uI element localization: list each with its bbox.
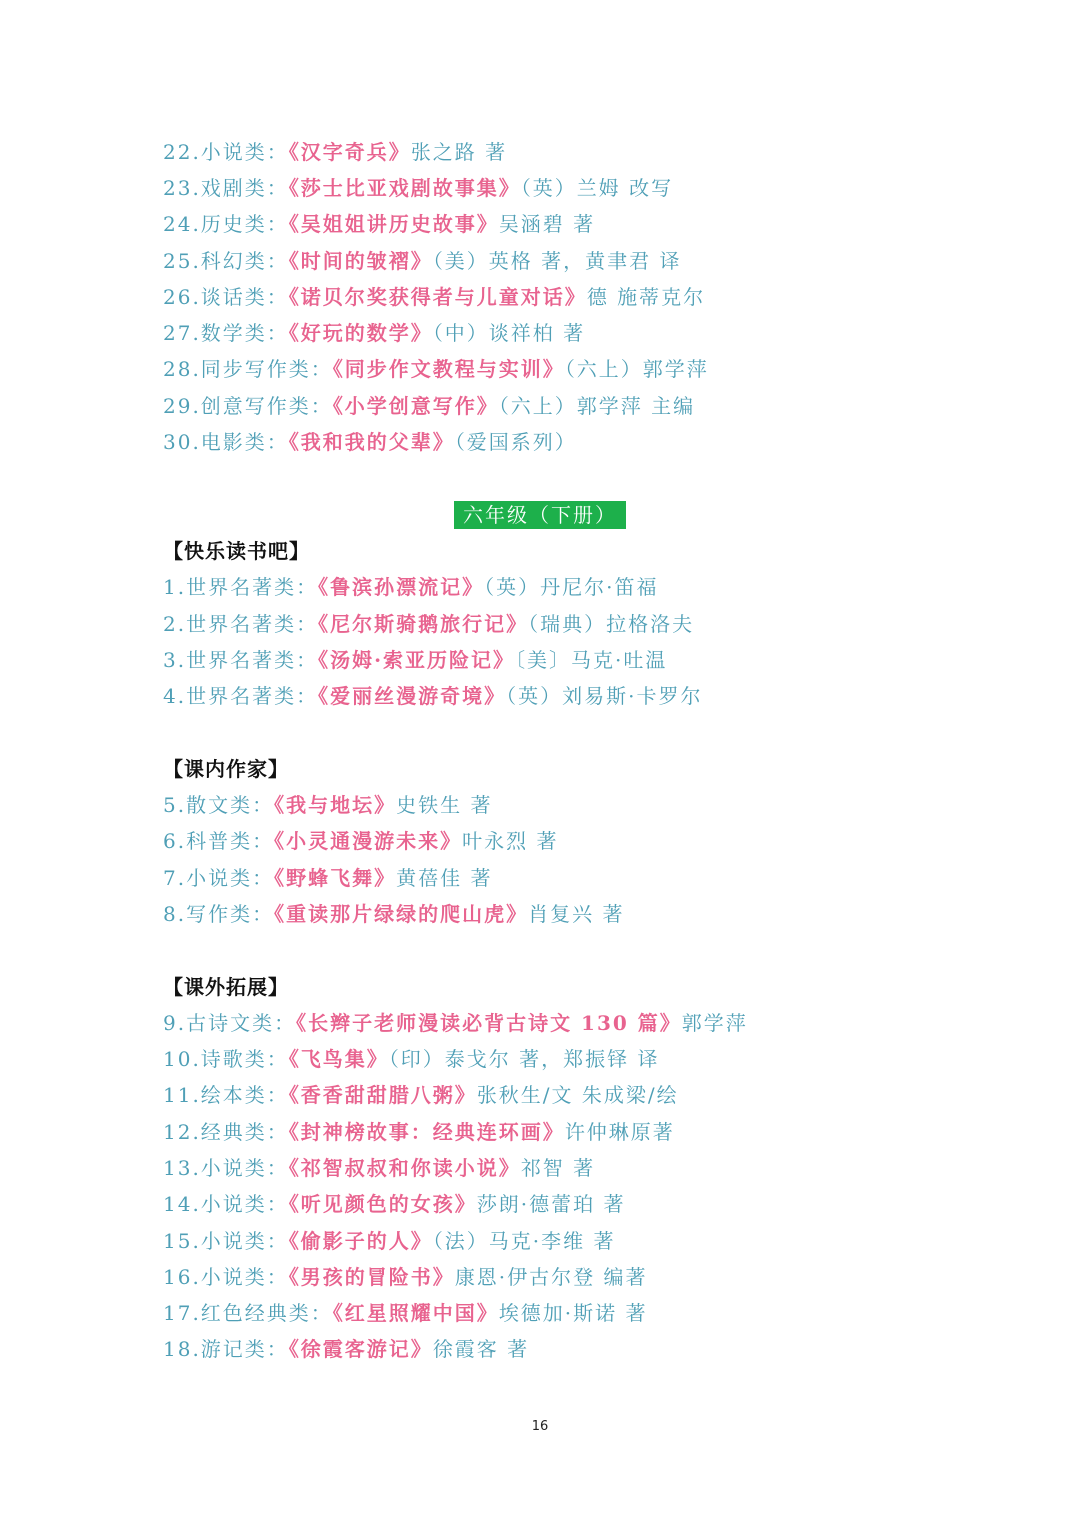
list-item: 12.经典类：《封神榜故事：经典连环画》许仲琳原著 xyxy=(163,1120,675,1144)
list-item: 6.科普类：《小灵通漫游未来》叶永烈 著 xyxy=(163,829,559,853)
list-item: 13.小说类：《祁智叔叔和你读小说》祁智 著 xyxy=(163,1156,596,1180)
grade-banner: 六年级（下册） xyxy=(454,501,626,529)
list-item: 15.小说类：《偷影子的人》（法）马克·李维 著 xyxy=(163,1229,616,1253)
list-item: 18.游记类：《徐霞客游记》徐霞客 著 xyxy=(163,1337,530,1361)
page-number: 16 xyxy=(531,1419,549,1434)
section-heading: 【快乐读书吧】 xyxy=(163,539,310,563)
list-item: 24.历史类：《吴姐姐讲历史故事》吴涵碧 著 xyxy=(163,212,596,236)
list-item: 5.散文类：《我与地坛》史铁生 著 xyxy=(163,793,493,817)
list-item: 3.世界名著类：《汤姆·索亚历险记》〔美〕马克·吐温 xyxy=(163,648,668,672)
list-item: 17.红色经典类：《红星照耀中国》埃德加·斯诺 著 xyxy=(163,1301,648,1325)
list-item: 2.世界名著类：《尼尔斯骑鹅旅行记》（瑞典）拉格洛夫 xyxy=(163,612,695,636)
list-item: 27.数学类：《好玩的数学》（中）谈祥柏 著 xyxy=(163,321,586,345)
list-item: 23.戏剧类：《莎士比亚戏剧故事集》（英）兰姆 改写 xyxy=(163,176,674,200)
list-item: 28.同步写作类：《同步作文教程与实训》（六上）郭学萍 xyxy=(163,357,709,381)
list-item: 10.诗歌类：《飞鸟集》（印）泰戈尔 著，郑振铎 译 xyxy=(163,1047,660,1071)
list-item: 30.电影类：《我和我的父辈》（爱国系列） xyxy=(163,430,577,454)
list-item: 26.谈话类：《诺贝尔奖获得者与儿童对话》德 施蒂克尔 xyxy=(163,285,706,309)
list-item: 8.写作类：《重读那片绿绿的爬山虎》肖复兴 著 xyxy=(163,902,625,926)
list-item: 11.绘本类：《香香甜甜腊八粥》张秋生/文 朱成梁/绘 xyxy=(163,1083,679,1107)
list-item: 9.古诗文类：《长辫子老师漫读必背古诗文 130 篇》郭学萍 xyxy=(163,1011,748,1035)
list-item: 16.小说类：《男孩的冒险书》康恩·伊古尔登 编著 xyxy=(163,1265,648,1289)
list-item: 29.创意写作类：《小学创意写作》（六上）郭学萍 主编 xyxy=(163,394,696,418)
list-item: 25.科幻类：《时间的皱褶》（美）英格 著，黄聿君 译 xyxy=(163,249,682,273)
list-item: 1.世界名著类：《鲁滨孙漂流记》（英）丹尼尔·笛福 xyxy=(163,575,659,599)
list-item: 4.世界名著类：《爱丽丝漫游奇境》（英）刘易斯·卡罗尔 xyxy=(163,684,703,708)
list-item: 14.小说类：《听见颜色的女孩》莎朗·德蕾珀 著 xyxy=(163,1192,626,1216)
list-item: 7.小说类：《野蜂飞舞》黄蓓佳 著 xyxy=(163,866,493,890)
list-item: 22.小说类：《汉字奇兵》张之路 著 xyxy=(163,140,508,164)
section-heading: 【课外拓展】 xyxy=(163,975,289,999)
section-heading: 【课内作家】 xyxy=(163,757,289,781)
